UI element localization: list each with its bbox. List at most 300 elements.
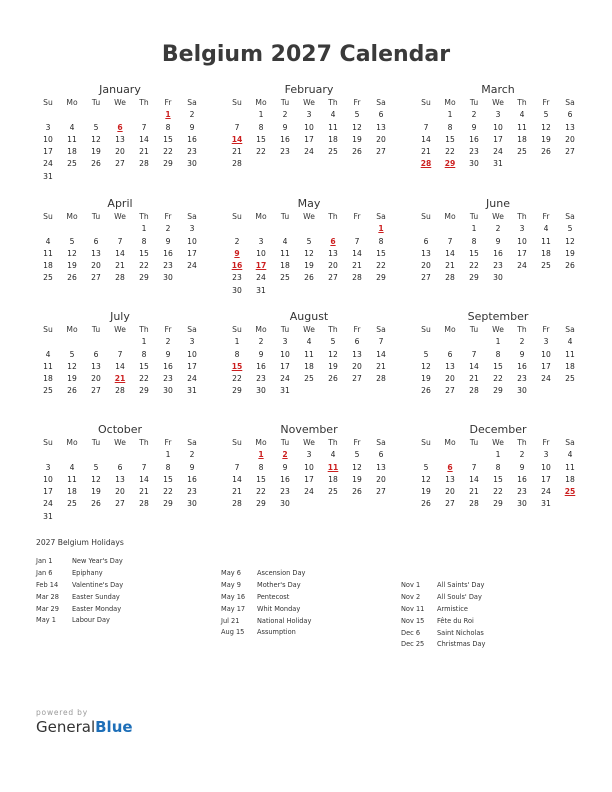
holiday-name: All Souls' Day [437, 592, 482, 601]
day-cell: 9 [189, 462, 195, 472]
holiday-day-cell: 14 [231, 134, 243, 144]
weekday-header: Fr [542, 438, 550, 447]
day-cell: 2 [519, 450, 525, 460]
day-cell: 10 [187, 349, 197, 359]
weekday-header: Tu [469, 98, 479, 107]
empty-cell [414, 224, 438, 236]
day-cell: 25 [280, 273, 290, 283]
weekday-header: Fr [164, 212, 172, 221]
day-cell: 2 [234, 236, 240, 246]
day-cell: 24 [493, 147, 503, 157]
day-cell: 11 [43, 361, 53, 371]
empty-cell [414, 110, 438, 122]
empty-cell [36, 224, 60, 236]
day-cell: 29 [232, 386, 242, 396]
weekday-header: We [303, 98, 315, 107]
weekday-header: Su [232, 98, 242, 107]
holiday-row [36, 615, 123, 627]
holiday-row [401, 616, 485, 628]
month-day-grid [225, 98, 393, 172]
weekday-header: We [114, 212, 126, 221]
day-cell: 6 [93, 236, 99, 246]
day-cell: 26 [565, 261, 575, 271]
holiday-name: Assumption [257, 628, 296, 637]
day-cell: 9 [258, 349, 264, 359]
holiday-date: Mar 28 [36, 592, 59, 601]
weekday-header: Mo [255, 212, 267, 221]
holiday-date: May 6 [221, 569, 241, 577]
day-cell: 28 [232, 159, 242, 169]
weekday-header: Sa [376, 325, 386, 334]
empty-cell [108, 224, 132, 236]
day-cell: 5 [93, 122, 99, 132]
day-cell: 2 [495, 224, 501, 234]
holiday-day-cell: 1 [258, 450, 264, 460]
day-cell: 29 [139, 273, 149, 283]
day-cell: 6 [93, 349, 99, 359]
day-cell: 25 [328, 487, 338, 497]
day-cell: 5 [423, 349, 429, 359]
day-cell: 20 [421, 261, 431, 271]
day-cell: 24 [304, 147, 314, 157]
month-day-grid [36, 325, 204, 399]
empty-cell [60, 337, 84, 349]
day-cell: 7 [471, 462, 477, 472]
page-title: Belgium 2027 Calendar [161, 42, 451, 67]
day-cell: 7 [471, 349, 477, 359]
day-cell: 20 [115, 147, 125, 157]
weekday-header: Sa [376, 438, 386, 447]
holiday-date: Nov 11 [401, 604, 425, 613]
weekday-header: Tu [469, 325, 479, 334]
day-cell: 6 [117, 462, 123, 472]
month-day-grid [414, 98, 582, 172]
weekday-header: Su [43, 325, 53, 334]
holiday-date: Nov 1 [401, 581, 421, 589]
day-cell: 11 [517, 122, 527, 132]
day-cell: 3 [189, 224, 195, 234]
holiday-name: Valentine's Day [72, 580, 124, 589]
day-cell: 15 [493, 474, 503, 484]
day-cell: 2 [519, 337, 525, 347]
day-cell: 10 [517, 236, 527, 246]
month-october [36, 422, 204, 524]
day-cell: 5 [423, 462, 429, 472]
day-cell: 14 [469, 474, 479, 484]
day-cell: 12 [352, 122, 362, 132]
weekday-header: Th [517, 212, 527, 221]
empty-cell [60, 450, 84, 462]
day-cell: 23 [517, 487, 527, 497]
day-cell: 22 [163, 487, 173, 497]
month-december [414, 422, 582, 512]
day-cell: 7 [423, 122, 429, 132]
day-cell: 28 [232, 499, 242, 509]
day-cell: 12 [67, 361, 77, 371]
weekday-header: Th [139, 98, 149, 107]
holiday-row [221, 627, 311, 639]
day-cell: 4 [519, 110, 525, 120]
day-cell: 28 [115, 386, 125, 396]
month-june [414, 196, 582, 286]
weekday-header: Su [421, 325, 431, 334]
holiday-day-cell: 15 [231, 361, 243, 371]
holiday-name: Ascension Day [257, 569, 306, 577]
day-cell: 10 [304, 122, 314, 132]
day-cell: 7 [354, 236, 360, 246]
weekday-header: Th [328, 438, 338, 447]
day-cell: 25 [43, 386, 53, 396]
day-cell: 6 [378, 450, 384, 460]
month-name: November [280, 423, 338, 436]
day-cell: 17 [517, 248, 527, 258]
day-cell: 18 [328, 134, 338, 144]
day-cell: 30 [280, 499, 290, 509]
day-cell: 12 [541, 122, 551, 132]
day-cell: 17 [43, 147, 53, 157]
day-cell: 3 [45, 122, 51, 132]
month-february [225, 82, 393, 172]
day-cell: 25 [541, 261, 551, 271]
day-cell: 14 [376, 349, 386, 359]
day-cell: 26 [304, 273, 314, 283]
day-cell: 6 [354, 337, 360, 347]
day-cell: 27 [376, 487, 386, 497]
day-cell: 20 [91, 261, 101, 271]
day-cell: 10 [304, 462, 314, 472]
day-cell: 3 [282, 337, 288, 347]
day-cell: 10 [187, 236, 197, 246]
day-cell: 22 [256, 147, 266, 157]
holiday-day-cell: 6 [330, 236, 336, 246]
weekday-header: Mo [66, 325, 78, 334]
holiday-column [221, 568, 311, 639]
day-cell: 29 [163, 159, 173, 169]
day-cell: 11 [328, 122, 338, 132]
weekday-header: Fr [542, 98, 550, 107]
weekday-header: We [114, 438, 126, 447]
month-name: December [469, 423, 527, 436]
day-cell: 9 [471, 122, 477, 132]
day-cell: 5 [543, 110, 549, 120]
holiday-date: Dec 6 [401, 628, 421, 637]
day-cell: 24 [187, 374, 197, 384]
weekday-header: Su [421, 212, 431, 221]
holiday-day-cell: 2 [282, 450, 288, 460]
day-cell: 12 [91, 474, 101, 484]
weekday-header: Th [328, 98, 338, 107]
day-cell: 23 [232, 273, 242, 283]
weekday-header: Fr [353, 98, 361, 107]
empty-cell [60, 110, 84, 122]
empty-cell [108, 450, 132, 462]
day-cell: 18 [517, 134, 527, 144]
holiday-name: Easter Monday [72, 604, 122, 613]
day-cell: 22 [493, 487, 503, 497]
day-cell: 25 [67, 159, 77, 169]
day-cell: 12 [565, 236, 575, 246]
weekday-header: Tu [469, 438, 479, 447]
day-cell: 21 [139, 147, 149, 157]
day-cell: 27 [115, 159, 125, 169]
day-cell: 23 [469, 147, 479, 157]
holiday-day-cell: 1 [378, 224, 384, 234]
day-cell: 11 [280, 248, 290, 258]
holiday-row [401, 628, 485, 640]
holiday-date: Feb 14 [36, 580, 59, 589]
day-cell: 26 [541, 147, 551, 157]
day-cell: 19 [304, 261, 314, 271]
day-cell: 18 [565, 474, 575, 484]
day-cell: 20 [91, 374, 101, 384]
weekday-header: Tu [280, 98, 290, 107]
day-cell: 8 [378, 236, 384, 246]
empty-cell [60, 224, 84, 236]
day-cell: 3 [306, 110, 312, 120]
day-cell: 27 [565, 147, 575, 157]
day-cell: 2 [258, 337, 264, 347]
day-cell: 13 [91, 361, 101, 371]
month-name: September [467, 310, 529, 323]
empty-cell [108, 110, 132, 122]
month-day-grid [36, 212, 204, 286]
day-cell: 9 [282, 122, 288, 132]
day-cell: 18 [67, 487, 77, 497]
day-cell: 10 [256, 248, 266, 258]
day-cell: 25 [328, 147, 338, 157]
day-cell: 9 [519, 349, 525, 359]
day-cell: 24 [541, 487, 551, 497]
day-cell: 9 [282, 462, 288, 472]
day-cell: 19 [421, 487, 431, 497]
day-cell: 7 [141, 122, 147, 132]
day-cell: 4 [330, 110, 336, 120]
month-name: June [486, 197, 510, 210]
empty-cell [438, 450, 462, 462]
day-cell: 18 [304, 361, 314, 371]
day-cell: 4 [567, 337, 573, 347]
month-name: May [297, 197, 321, 210]
day-cell: 8 [165, 462, 171, 472]
month-name: March [481, 83, 515, 96]
day-cell: 30 [232, 285, 242, 295]
holiday-date: May 9 [221, 580, 241, 589]
day-cell: 9 [165, 349, 171, 359]
day-cell: 3 [495, 110, 501, 120]
holiday-name: Pentecost [257, 592, 290, 601]
month-name: August [289, 310, 329, 323]
weekday-header: Su [232, 212, 242, 221]
empty-cell [462, 337, 486, 349]
weekday-header: We [114, 325, 126, 334]
day-cell: 13 [328, 248, 338, 258]
holiday-row [36, 580, 123, 592]
day-cell: 19 [67, 261, 77, 271]
day-cell: 16 [187, 474, 197, 484]
day-cell: 4 [45, 349, 51, 359]
holiday-row [401, 592, 485, 604]
day-cell: 28 [469, 386, 479, 396]
empty-cell [225, 224, 249, 236]
weekday-header: Fr [164, 438, 172, 447]
empty-cell [108, 337, 132, 349]
day-cell: 3 [45, 462, 51, 472]
day-cell: 4 [306, 337, 312, 347]
holiday-day-cell: 9 [234, 248, 240, 258]
day-cell: 17 [280, 361, 290, 371]
day-cell: 16 [493, 248, 503, 258]
empty-cell [36, 337, 60, 349]
empty-cell [84, 110, 108, 122]
day-cell: 8 [234, 349, 240, 359]
day-cell: 19 [541, 134, 551, 144]
weekday-header: Sa [187, 325, 197, 334]
weekday-header: Sa [187, 98, 197, 107]
day-cell: 5 [330, 337, 336, 347]
weekday-header: Th [517, 325, 527, 334]
holiday-date: May 16 [221, 592, 246, 601]
day-cell: 9 [519, 462, 525, 472]
day-cell: 24 [280, 374, 290, 384]
weekday-header: Tu [469, 212, 479, 221]
powered-by-text: powered by [36, 708, 88, 717]
day-cell: 29 [493, 386, 503, 396]
day-cell: 22 [139, 374, 149, 384]
day-cell: 1 [234, 337, 240, 347]
weekday-header: Su [43, 212, 53, 221]
day-cell: 28 [376, 374, 386, 384]
holiday-row [36, 604, 123, 616]
day-cell: 10 [280, 349, 290, 359]
weekday-header: Su [232, 325, 242, 334]
day-cell: 11 [565, 462, 575, 472]
day-cell: 17 [541, 361, 551, 371]
day-cell: 20 [376, 474, 386, 484]
month-september [414, 309, 582, 399]
day-cell: 31 [43, 171, 53, 181]
day-cell: 31 [187, 386, 197, 396]
day-cell: 18 [43, 374, 53, 384]
holiday-name: Labour Day [72, 616, 110, 625]
day-cell: 8 [258, 122, 264, 132]
day-cell: 30 [163, 386, 173, 396]
weekday-header: We [492, 212, 504, 221]
holiday-row [36, 556, 123, 568]
month-name: October [97, 423, 143, 436]
generalblue-logo[interactable] [36, 718, 133, 736]
empty-cell [84, 224, 108, 236]
day-cell: 19 [91, 487, 101, 497]
day-cell: 21 [445, 261, 455, 271]
holiday-row [36, 592, 123, 604]
day-cell: 8 [495, 349, 501, 359]
empty-cell [84, 450, 108, 462]
holiday-column [401, 580, 485, 651]
day-cell: 24 [517, 261, 527, 271]
day-cell: 21 [469, 487, 479, 497]
empty-cell [249, 224, 273, 236]
empty-cell [345, 224, 369, 236]
holiday-row [221, 580, 311, 592]
day-cell: 14 [421, 134, 431, 144]
weekday-header: Tu [280, 212, 290, 221]
day-cell: 2 [165, 224, 171, 234]
day-cell: 31 [493, 159, 503, 169]
day-cell: 8 [258, 462, 264, 472]
day-cell: 25 [67, 499, 77, 509]
day-cell: 3 [519, 224, 525, 234]
month-march [414, 82, 582, 172]
day-cell: 26 [67, 273, 77, 283]
weekday-header: Tu [91, 212, 101, 221]
day-cell: 10 [43, 134, 53, 144]
holiday-date: Dec 25 [401, 640, 425, 649]
day-cell: 22 [469, 261, 479, 271]
holiday-row [401, 580, 485, 592]
day-cell: 18 [67, 147, 77, 157]
day-cell: 27 [445, 386, 455, 396]
weekday-header: Mo [444, 325, 456, 334]
holiday-name: Christmas Day [437, 640, 486, 649]
day-cell: 14 [232, 474, 242, 484]
day-cell: 5 [69, 349, 75, 359]
day-cell: 2 [189, 110, 195, 120]
month-april [36, 196, 204, 286]
holiday-date: Jul 21 [221, 616, 240, 625]
holiday-row [36, 568, 123, 580]
holiday-row [221, 592, 311, 604]
day-cell: 30 [517, 386, 527, 396]
holiday-name: Fête du Roi [437, 616, 474, 625]
day-cell: 27 [421, 273, 431, 283]
holiday-date: May 1 [36, 616, 56, 625]
day-cell: 14 [115, 248, 125, 258]
day-cell: 2 [471, 110, 477, 120]
day-cell: 3 [543, 337, 549, 347]
day-cell: 21 [469, 374, 479, 384]
day-cell: 18 [541, 248, 551, 258]
day-cell: 18 [565, 361, 575, 371]
day-cell: 14 [352, 248, 362, 258]
day-cell: 21 [232, 147, 242, 157]
day-cell: 17 [187, 248, 197, 258]
day-cell: 16 [163, 248, 173, 258]
weekday-header: Th [328, 325, 338, 334]
weekday-header: We [303, 438, 315, 447]
empty-cell [273, 224, 297, 236]
day-cell: 25 [565, 374, 575, 384]
day-cell: 14 [469, 361, 479, 371]
day-cell: 4 [567, 450, 573, 460]
weekday-header: Sa [565, 325, 575, 334]
day-cell: 26 [421, 386, 431, 396]
month-august [225, 309, 393, 399]
day-cell: 28 [115, 273, 125, 283]
day-cell: 23 [280, 147, 290, 157]
day-cell: 22 [493, 374, 503, 384]
weekday-header: Mo [66, 438, 78, 447]
month-day-grid [36, 438, 204, 524]
day-cell: 16 [256, 361, 266, 371]
holiday-date: May 17 [221, 604, 246, 613]
weekday-header: We [492, 438, 504, 447]
day-cell: 17 [304, 474, 314, 484]
weekday-header: Su [43, 98, 53, 107]
day-cell: 13 [445, 361, 455, 371]
day-cell: 25 [304, 374, 314, 384]
weekday-header: We [492, 325, 504, 334]
day-cell: 23 [163, 261, 173, 271]
